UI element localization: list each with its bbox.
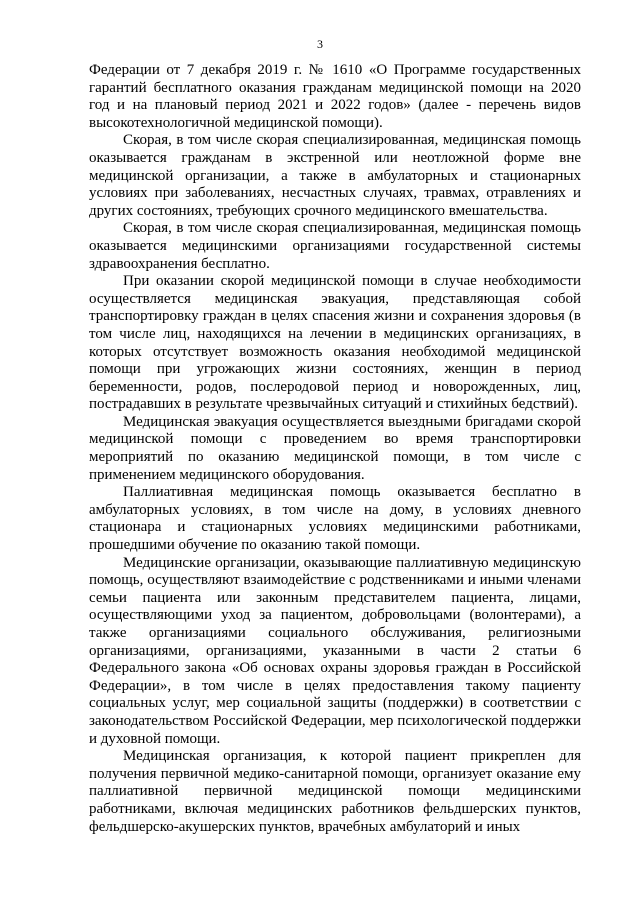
paragraph-emergency-care: Скорая, в том числе скорая специализированная, медицинская помощь оказывается гражданам в экстренной или неотложной форме вне медицинской организации, а также в амбулаторных и стационарных условиях при заболеваниях, несчастных случаях, травмах, отравлениях и других состояниях, требующих срочного медицинского вмешательства.: [89, 132, 581, 219]
document-body: [89, 62, 581, 836]
paragraph-evacuation-teams: Медицинская эвакуация осуществляется выездными бригадами скорой медицинской помощи с проведением во время транспортировки мероприятий по оказанию медицинской помощи, в том числе с применением медицинского оборудования.: [89, 413, 581, 483]
paragraph-palliative-care: Паллиативная медицинская помощь оказывается бесплатно в амбулаторных условиях, в том числе на дому, в условиях дневного стационара и стационарных условиях медицинскими работниками, прошедшими обучение по оказанию такой помощи.: [89, 484, 581, 554]
paragraph-primary-care-organization: Медицинская организация, к которой пациент прикреплен для получения первичной медико-санитарной помощи, организует оказание ему паллиативной первичной медицинской помощи медицинскими работниками, включая медицинских работников фельдшерских пунктов, фельдшерско-акушерских пунктов, врачебных амбулаторий и иных: [89, 748, 581, 835]
page-number: 3: [317, 37, 323, 51]
paragraph-emergency-care-free: Скорая, в том числе скорая специализированная, медицинская помощь оказывается медицинскими организациями государственной системы здравоохранения бесплатно.: [89, 220, 581, 272]
paragraph-medical-evacuation: При оказании скорой медицинской помощи в случае необходимости осуществляется медицинская эвакуация, представляющая собой транспортировку граждан в целях спасения жизни и сохранения здоровья (в том числе лиц, находящихся на лечении в медицинских организациях, в которых отсутствует возможность оказания необходимой медицинской помощи при угрожающих жизни состояниях, женщин в период беременности, родов, послеродовой период и новорожденных, лиц, пострадавших в результате чрезвычайных ситуаций и стихийных бедствий).: [89, 273, 581, 413]
paragraph-palliative-organizations: Медицинские организации, оказывающие паллиативную медицинскую помощь, осуществляют взаимодействие с родственниками и иными членами семьи пациента или законным представителем пациента, лицами, осуществляющими уход за пациентом, добровольцами (волонтерами), а также организациями социального обслуживания, религиозными организациями, организациями, указанными в части 2 статьи 6 Федерального закона «Об основах охраны здоровья граждан в Российской Федерации», в том числе в целях предоставления такому пациенту социальных услуг, мер социальной защиты (поддержки) в соответствии с законодательством Российской Федерации, мер психологической поддержки и духовной помощи.: [89, 554, 581, 747]
paragraph-continuation: Федерации от 7 декабря 2019 г. № 1610 «О Программе государственных гарантий бесплатного оказания гражданам медицинской помощи на 2020 год и на плановый период 2021 и 2022 годов» (далее - перечень видов высокотехнологичной медицинской помощи).: [89, 62, 581, 131]
